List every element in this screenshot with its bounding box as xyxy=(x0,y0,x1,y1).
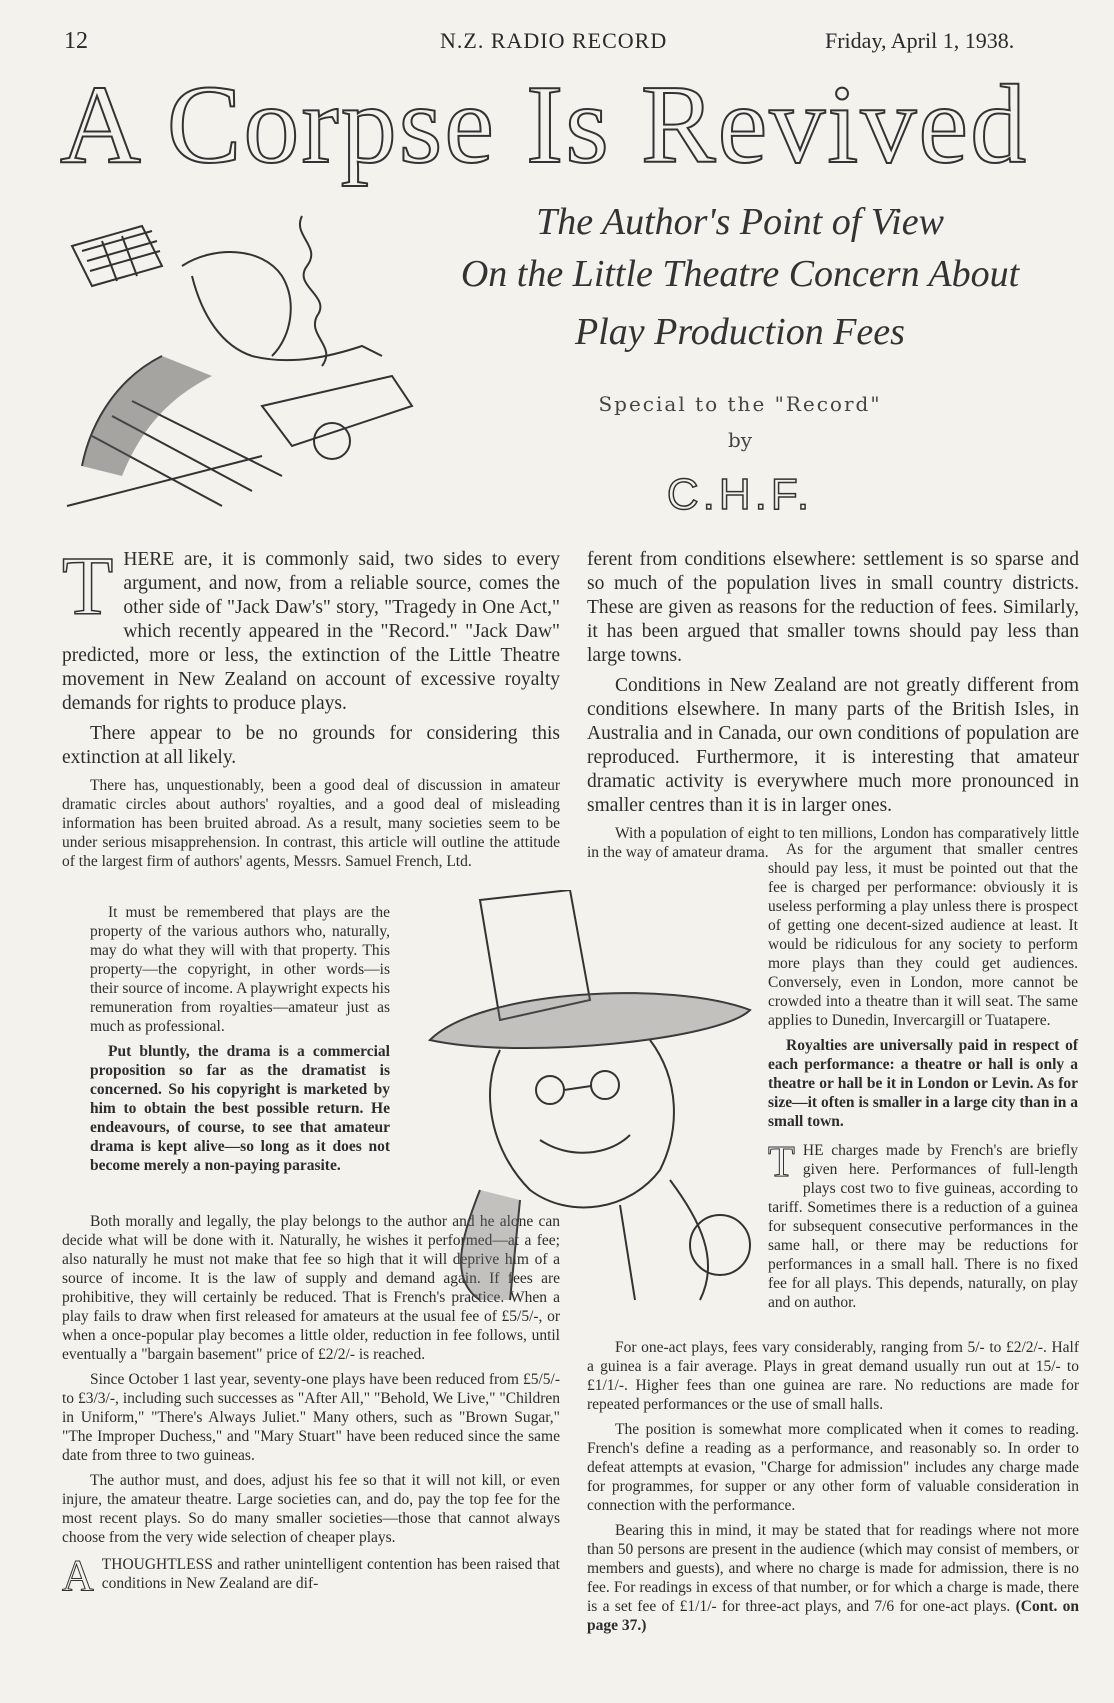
paragraph: HERE are, it is commonly said, two sides to every argument, and now, from a reliable source, comes the other side of "Jack Daw's" story, "Tragedy in One Act," which recently appeared in the "Record." "Jack Daw" predicted, more or less, the extinction of the Little Theatre movement in New Zealand on account of excessive royalty demands for rights to produce plays. xyxy=(62,549,560,714)
dropcap-t: T xyxy=(768,1137,795,1186)
column-2-lower xyxy=(587,1338,1079,1641)
paragraph: HE charges made by French's are briefly given here. Performances of full-length plays cost two to five guineas, according to tariff. Sometimes there is a reduction of a guinea for subsequent consecutive performances in the same hall, or there may be reductions for performances in a small hall. There is no fixed fee for all plays. This depends, naturally, on play and on author. xyxy=(768,1142,1078,1311)
man-at-desk-sketch-icon xyxy=(62,206,432,521)
publication-name: N.Z. RADIO RECORD xyxy=(440,28,668,53)
paragraph: There has, unquestionably, been a good deal of discussion in amateur dramatic circles about authors' royalties, and a good deal of misleading information has been bruited abroad. As a result, many societies seem to be under serious misapprehension. In contrast, this article will outline the attitude of the largest firm of authors' agents, Messrs. Samuel French, Ltd. xyxy=(62,777,560,870)
subtitle-line-1: The Author's Point of View xyxy=(536,201,944,243)
subtitle-line-2: On the Little Theatre Concern About xyxy=(460,253,1020,295)
top-hat-man-illustration xyxy=(420,890,760,1310)
continued-note: (Cont. on page 37.) xyxy=(587,1598,1080,1634)
dropcap-a: A xyxy=(62,1551,94,1600)
paragraph: It must be remembered that plays are the property of the various authors who, naturally, may do what they will with that property. This property—the copyright, in other words—is their source of income. A playwright expects his remuneration from royalties—amateur just as much as professional. xyxy=(90,904,390,1035)
paragraph: Royalties are universally paid in respect of each performance: a theatre or hall is only a theatre or hall be it in London or Levin. As for size—it often is smaller in a large city than in a small town. xyxy=(768,1037,1078,1130)
byline-special: Special to the "Record" xyxy=(598,392,882,416)
paragraph: Bearing this in mind, it may be stated that for readings where not more than 50 persons are present in the audience (which may consist of members, or members and guests), and where no charge is made for admission, there is no fee. For readings in excess of that number, or for which a charge is made, there is a set fee of £1/1/- for three-act plays, and 7/6 for one-act plays. xyxy=(587,1522,1079,1615)
paragraph: Both morally and legally, the play belongs to the author and he alone can decide what will be done with it. Naturally, he wishes it performed—at a fee; also naturally he must not make that fee so high that it will deprive him of a source of income. It is the law of supply and demand again. If fees are prohibitive, they will certainly be reduced. That is French's practice. When a play fails to draw when first released for amateurs at the usual fee of £5/5/-, or when a once-popular play becomes a little older, reduction in fee follows, until eventually a "bargain basement" price of £2/2/- is reached. xyxy=(62,1213,560,1363)
column-1-upper xyxy=(62,540,560,877)
masthead xyxy=(0,28,1114,58)
byline-by: by xyxy=(727,428,753,452)
page-number: 12 xyxy=(64,28,88,54)
paragraph: Since October 1 last year, seventy-one plays have been reduced from £5/5/- to £3/3/-, including such successes as "After All," "Behold, We Live," "Children in Uniform," "There's Always Juliet." Many others, such as "Brown Sugar," "The Improper Duchess," and "Mary Stuart" have been reduced since the same date from three to two guineas. xyxy=(62,1371,560,1464)
headline: A Corpse Is Revived xyxy=(60,63,1029,187)
paragraph: The author must, and does, adjust his fee so that it will not kill, or even injure, the amateur theatre. Large societies can, and do, pay the top fee for the most recent plays. So do many smaller societies—those that cannot always choose from the very wide selection of cheaper plays. xyxy=(62,1472,560,1546)
top-hat-caricature-icon xyxy=(420,890,760,1310)
paragraph: Put bluntly, the drama is a commercial proposition so far as the dramatist is concerned. So his copyright is marketed by him to obtain the best possible return. He endeavours, of course, to see that amateur drama is kept alive—so long as it does not become merely a non-paying parasite. xyxy=(90,1043,390,1174)
paragraph: The position is somewhat more complicated when it comes to reading. French's define a reading as a performance, and reasonably so. In order to defeat attempts at evasion, "Charge for admission" includes any charge made for programmes, for supper or any other form of valuable consideration in connection with the performance. xyxy=(587,1421,1079,1514)
man-at-desk-illustration xyxy=(62,206,432,521)
paragraph: There appear to be no grounds for considering this extinction at all likely. xyxy=(62,723,560,768)
column-2-narrow xyxy=(768,840,1078,1318)
paragraph: ferent from conditions elsewhere: settlement is so sparse and so much of the population lives in small country districts. These are given as reasons for the reduction of fees. Similarly, it has been argued that smaller towns should pay less than large towns. xyxy=(587,549,1079,666)
paragraph: For one-act plays, fees vary considerably, ranging from 5/- to £2/2/-. Half a guinea is a fair average. Plays in great demand usually run out at 15/- to £1/1/-. Higher fees than one guinea are rare. No reductions are made for repeated performances or the use of small halls. xyxy=(587,1339,1079,1413)
byline-author: C.H.F. xyxy=(666,470,814,519)
paragraph: THOUGHTLESS and rather unintelligent contention has been raised that conditions in New Zealand are dif- xyxy=(101,1556,560,1592)
column-1-narrow xyxy=(90,903,390,1181)
paragraph: With a population of eight to ten millions, London has comparatively little in the way of amateur drama. xyxy=(587,825,1079,861)
paragraph: As for the argument that smaller centres should pay less, it must be pointed out that the fee is charged per performance: obviously it is useless performing a play unless there is prospect of getting one decent-sized audience at least. It would be ridiculous for any society to perform more plays than they could get audiences. Conversely, even in London, more cannot be crowded into a theatre than it will seat. The same applies to Dunedin, Invercargill or Tuatapere. xyxy=(768,841,1078,1029)
subtitle-line-3: Play Production Fees xyxy=(575,311,905,353)
paragraph: Conditions in New Zealand are not greatly different from conditions elsewhere. In many parts of the British Isles, in Australia and in Canada, our own conditions of population are reproduced. Furthermore, it is interesting that amateur dramatic activity is everywhere much more pronounced in smaller centres than it is in larger ones. xyxy=(587,675,1079,816)
dropcap-t: T xyxy=(62,540,114,633)
issue-date: Friday, April 1, 1938. xyxy=(825,28,1015,53)
column-2-upper xyxy=(587,548,1079,868)
